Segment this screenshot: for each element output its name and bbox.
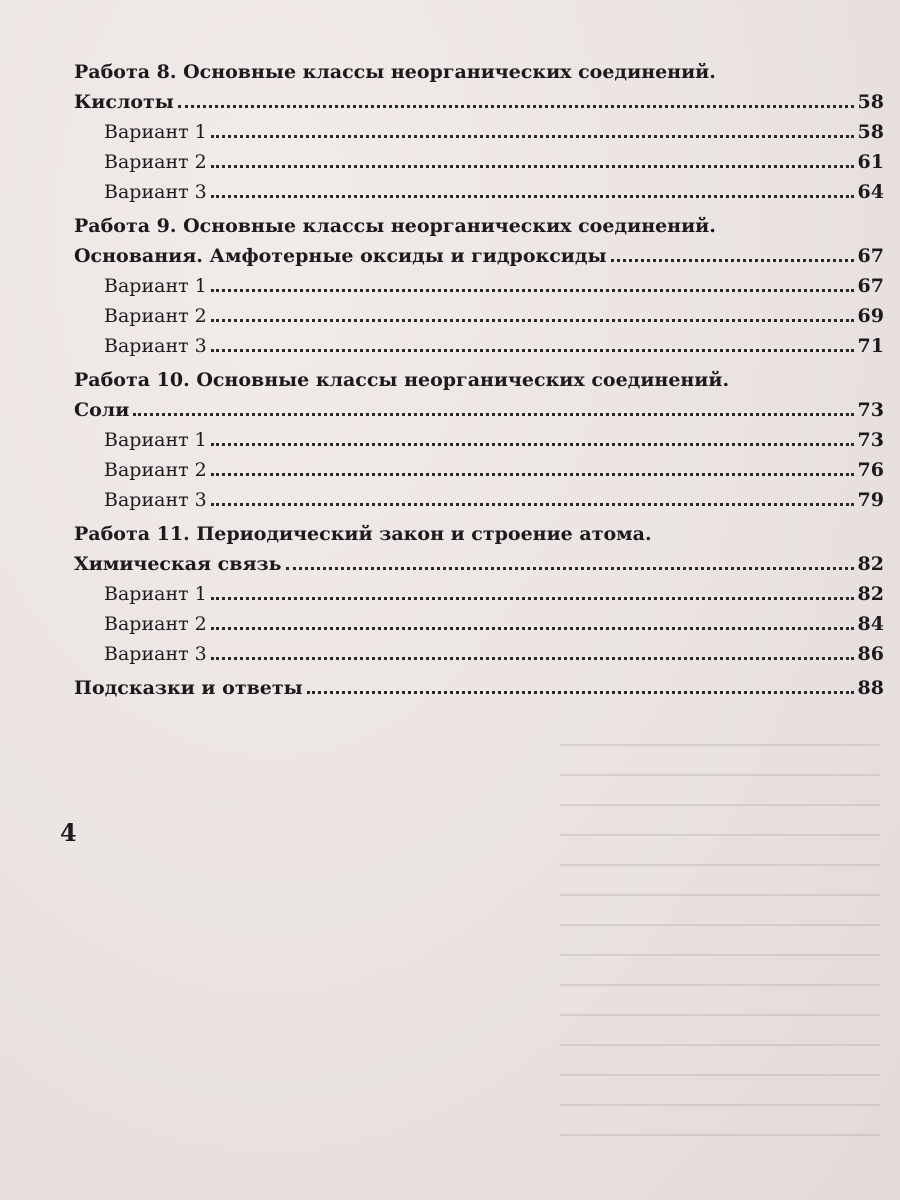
toc-page-number: 67 bbox=[857, 275, 884, 297]
dot-leader bbox=[211, 473, 854, 476]
toc-variant-entry bbox=[74, 606, 884, 636]
toc-entry-label: Вариант 2 bbox=[104, 151, 207, 173]
toc-page-number: 67 bbox=[857, 245, 884, 267]
table-of-contents bbox=[74, 54, 884, 700]
toc-heading-label: Работа 11. Периодический закон и строение атома. bbox=[74, 523, 652, 545]
toc-variant-entry bbox=[74, 452, 884, 482]
toc-page-number: 82 bbox=[857, 553, 884, 575]
toc-page-number: 69 bbox=[857, 305, 884, 327]
toc-page-number: 84 bbox=[857, 613, 884, 635]
toc-page-number: 61 bbox=[857, 151, 884, 173]
toc-heading-label: Работа 9. Основные классы неорганических соединений. bbox=[74, 215, 716, 237]
toc-variant-entry bbox=[74, 144, 884, 174]
dot-leader bbox=[211, 289, 854, 292]
dot-leader bbox=[178, 105, 854, 108]
toc-variant-entry bbox=[74, 298, 884, 328]
toc-page-number: 64 bbox=[857, 181, 884, 203]
dot-leader bbox=[211, 657, 854, 660]
toc-entry-label: Вариант 1 bbox=[104, 121, 207, 143]
toc-entry-label: Вариант 1 bbox=[104, 583, 207, 605]
toc-variant-entry bbox=[74, 328, 884, 358]
toc-entry-label: Вариант 1 bbox=[104, 275, 207, 297]
bleed-through-text bbox=[560, 720, 880, 1140]
dot-leader bbox=[611, 259, 854, 262]
toc-page-number: 88 bbox=[857, 677, 884, 699]
toc-entry-label: Химическая связь bbox=[74, 553, 282, 575]
toc-page-number: 79 bbox=[857, 489, 884, 511]
toc-section-entry bbox=[74, 238, 884, 268]
toc-section-entry bbox=[74, 84, 884, 114]
dot-leader bbox=[211, 503, 854, 506]
toc-page-number: 86 bbox=[857, 643, 884, 665]
toc-section-entry bbox=[74, 392, 884, 422]
toc-entry-label: Подсказки и ответы bbox=[74, 677, 303, 699]
toc-entry-label: Вариант 2 bbox=[104, 305, 207, 327]
toc-variant-entry bbox=[74, 482, 884, 512]
toc-entry-label: Вариант 1 bbox=[104, 429, 207, 451]
dot-leader bbox=[286, 567, 854, 570]
dot-leader bbox=[211, 165, 854, 168]
toc-variant-entry bbox=[74, 636, 884, 666]
toc-heading-label: Работа 8. Основные классы неорганических соединений. bbox=[74, 61, 716, 83]
dot-leader bbox=[211, 627, 854, 630]
toc-page-number: 58 bbox=[857, 121, 884, 143]
toc-page-number: 71 bbox=[857, 335, 884, 357]
toc-section-heading bbox=[74, 208, 884, 238]
page-number: 4 bbox=[60, 818, 77, 847]
dot-leader bbox=[133, 413, 853, 416]
toc-variant-entry bbox=[74, 114, 884, 144]
toc-page-number: 73 bbox=[857, 429, 884, 451]
toc-section-entry bbox=[74, 546, 884, 576]
toc-variant-entry bbox=[74, 576, 884, 606]
toc-entry-label: Вариант 3 bbox=[104, 335, 207, 357]
toc-page-number: 76 bbox=[857, 459, 884, 481]
dot-leader bbox=[307, 691, 854, 694]
toc-entry-label: Вариант 3 bbox=[104, 181, 207, 203]
toc-section-heading bbox=[74, 362, 884, 392]
toc-variant-entry bbox=[74, 174, 884, 204]
dot-leader bbox=[211, 319, 854, 322]
toc-entry-label: Соли bbox=[74, 399, 130, 421]
toc-section-heading bbox=[74, 54, 884, 84]
dot-leader bbox=[211, 597, 854, 600]
toc-entry-label: Кислоты bbox=[74, 91, 174, 113]
toc-entry-label: Вариант 2 bbox=[104, 613, 207, 635]
toc-entry-label: Вариант 3 bbox=[104, 489, 207, 511]
toc-page-number: 82 bbox=[857, 583, 884, 605]
toc-page-number: 58 bbox=[857, 91, 884, 113]
dot-leader bbox=[211, 135, 854, 138]
toc-heading-label: Работа 10. Основные классы неорганических соединений. bbox=[74, 369, 730, 391]
dot-leader bbox=[211, 349, 854, 352]
toc-entry-label: Вариант 2 bbox=[104, 459, 207, 481]
toc-entry-label: Основания. Амфотерные оксиды и гидроксиды bbox=[74, 245, 607, 267]
toc-entry-label: Вариант 3 bbox=[104, 643, 207, 665]
toc-page-number: 73 bbox=[857, 399, 884, 421]
toc-section-heading bbox=[74, 516, 884, 546]
dot-leader bbox=[211, 443, 854, 446]
toc-variant-entry bbox=[74, 422, 884, 452]
toc-variant-entry bbox=[74, 268, 884, 298]
toc-section-entry bbox=[74, 670, 884, 700]
dot-leader bbox=[211, 195, 854, 198]
